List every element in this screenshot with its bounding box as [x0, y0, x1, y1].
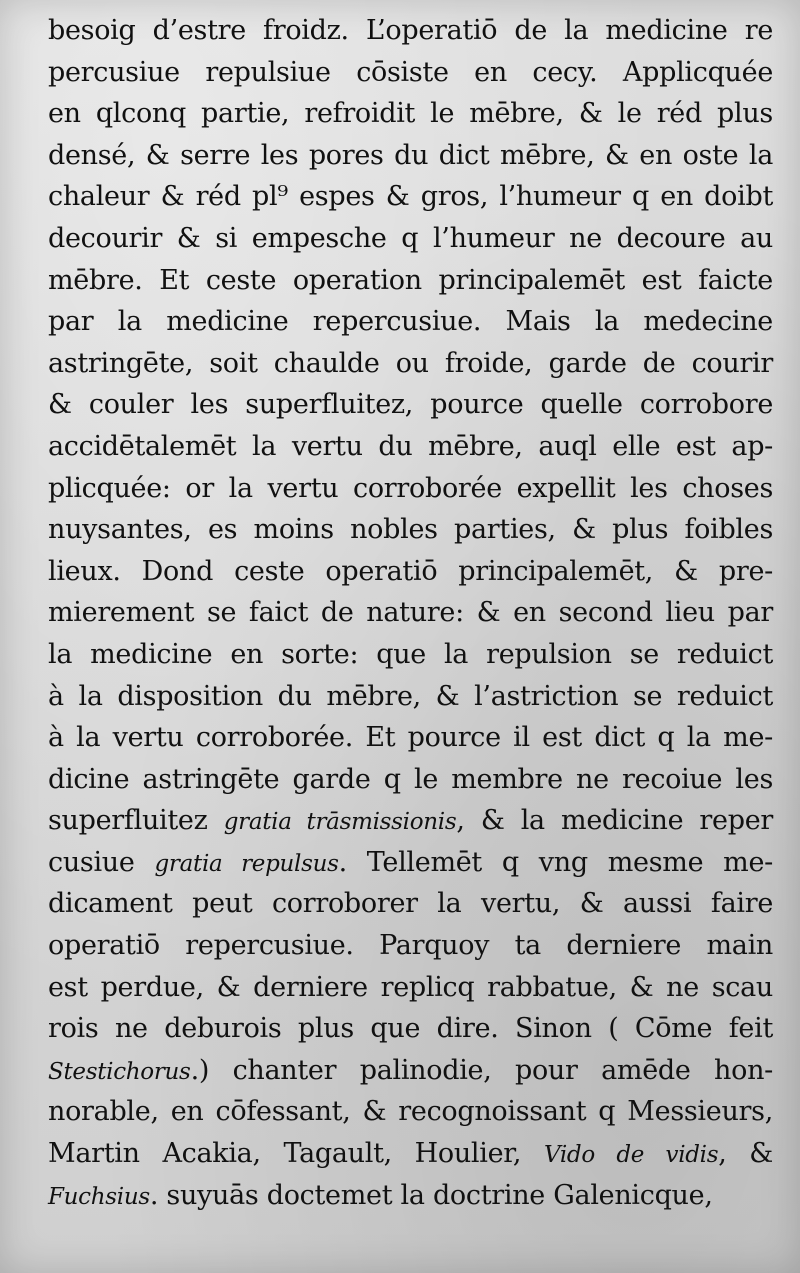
- text-segment: . Tellemēt q vng mesme me-: [338, 846, 773, 878]
- text-segment: cusiue: [48, 846, 155, 878]
- text-line: [48, 93, 773, 135]
- text-segment: à la vertu corroborée. Et pource il est dict q la me-: [48, 722, 773, 754]
- italic-segment: Vido de vidis: [543, 1142, 719, 1169]
- text-line: [48, 176, 773, 218]
- text-line: [48, 1091, 773, 1133]
- text-segment: , & la medicine reper: [456, 805, 773, 837]
- text-line: [48, 301, 773, 343]
- text-line: [48, 135, 773, 177]
- text-segment: chaleur & réd pl⁹ espes & gros, l’humeur q en doibt: [48, 181, 773, 213]
- text-line: [48, 343, 773, 385]
- text-segment: par la medicine repercusiue. Mais la medecine: [48, 306, 773, 338]
- text-segment: besoig d’estre froidz. L’operatiō de la medicine re: [48, 15, 773, 46]
- text-segment: lieux. Dond ceste operatiō principalemēt, & pre-: [48, 555, 773, 587]
- text-segment: norable, en cōfessant, & recognoissant q Messieurs,: [48, 1096, 773, 1128]
- text-line: [48, 717, 773, 759]
- text-line: [48, 759, 773, 801]
- text-line: [48, 676, 773, 718]
- italic-segment: gratia trāsmissionis: [223, 809, 457, 836]
- text-segment: dicine astringēte garde q le membre ne recoiue les: [48, 763, 773, 795]
- text-line: [48, 1175, 773, 1217]
- text-segment: accidētalemēt la vertu du mēbre, auql elle est ap-: [48, 430, 773, 462]
- text-segment: densé, & serre les pores du dict mēbre, & en oste la: [48, 139, 773, 171]
- page-text-block: [48, 10, 773, 1216]
- italic-segment: Fuchsius: [48, 1183, 150, 1210]
- text-segment: percusiue repulsiue cōsiste en cecy. Applicquée: [48, 56, 773, 88]
- text-segment: superfluitez: [48, 805, 224, 837]
- text-line: [48, 1008, 773, 1050]
- text-segment: en qlconq partie, refroidit le mēbre, & le réd plus: [48, 98, 773, 130]
- text-line: [48, 1050, 773, 1092]
- text-line: [48, 551, 773, 593]
- text-segment: . suyuās doctemet la doctrine Galenicque,: [149, 1179, 713, 1211]
- text-segment: astringēte, soit chaulde ou froide, garde de courir: [48, 347, 773, 379]
- text-line: [48, 10, 773, 52]
- text-segment: dicament peut corroborer la vertu, & aussi faire: [48, 888, 773, 920]
- text-line: [48, 260, 773, 302]
- text-line: [48, 468, 773, 510]
- text-segment: rois ne deburois plus que dire. Sinon ( Cōme feit: [48, 1013, 773, 1045]
- text-segment: plicquée: or la vertu corroborée expellit les choses: [48, 472, 773, 504]
- text-segment: à la disposition du mēbre, & l’astriction se reduict: [48, 680, 773, 712]
- text-segment: mēbre. Et ceste operation principalemēt est faicte: [48, 264, 773, 296]
- text-line: [48, 883, 773, 925]
- italic-segment: gratia repulsus: [154, 850, 339, 877]
- text-line: [48, 800, 773, 842]
- text-line: [48, 967, 773, 1009]
- text-line: [48, 384, 773, 426]
- text-line: [48, 842, 773, 884]
- text-line: [48, 509, 773, 551]
- text-line: [48, 634, 773, 676]
- text-segment: operatiō repercusiue. Parquoy ta derniere main: [48, 930, 773, 962]
- text-line: [48, 426, 773, 468]
- text-segment: , &: [718, 1138, 773, 1170]
- text-segment: est perdue, & derniere replicq rabbatue, & ne scau: [48, 971, 773, 1003]
- text-segment: la medicine en sorte: que la repulsion se reduict: [48, 638, 773, 670]
- text-line: [48, 1133, 773, 1175]
- text-line: [48, 925, 773, 967]
- text-segment: Martin Acakia, Tagault, Houlier,: [48, 1138, 544, 1170]
- text-segment: mierement se faict de nature: & en second lieu par: [48, 597, 773, 629]
- italic-segment: Stestichorus: [48, 1058, 191, 1085]
- text-line: [48, 592, 773, 634]
- text-segment: .) chanter palinodie, pour amēde hon-: [190, 1054, 773, 1086]
- text-segment: nuysantes, es moins nobles parties, & plus foibles: [48, 514, 773, 546]
- text-segment: decourir & si empesche q l’humeur ne decoure au: [48, 222, 773, 254]
- text-line: [48, 52, 773, 94]
- text-segment: & couler les superfluitez, pource quelle corrobore: [48, 389, 773, 421]
- text-line: [48, 218, 773, 260]
